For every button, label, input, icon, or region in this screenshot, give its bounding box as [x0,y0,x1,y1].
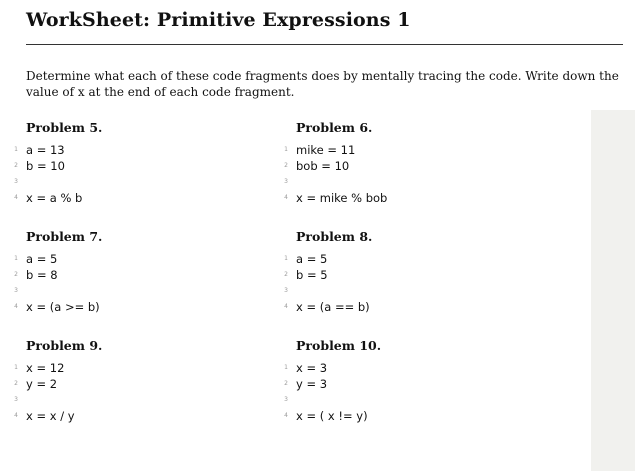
line-number: 2 [14,162,18,169]
line-number: 2 [284,162,288,169]
problem-title: Problem 8. [296,229,373,244]
problem-5 [14,120,286,206]
code-text: a = 5 [296,252,328,266]
line-number: 1 [284,146,288,153]
line-number: 3 [14,287,18,294]
line-number: 2 [284,380,288,387]
line-number: 3 [284,396,288,403]
code-line [284,408,556,424]
code-line [14,299,286,315]
code-line [14,392,286,408]
code-text: x = 12 [26,361,65,375]
code-text: b = 8 [26,268,58,282]
code-line [284,360,556,376]
code-line [14,142,286,158]
code-line [14,267,286,283]
code-line [284,142,556,158]
code-text: x = ( x != y) [296,409,368,423]
code-text: mike = 11 [296,143,356,157]
line-number: 1 [284,364,288,371]
code-line [284,392,556,408]
line-number: 4 [14,412,18,419]
code-line [14,360,286,376]
line-number: 1 [14,364,18,371]
page-edge-shade [591,110,635,471]
code-text: x = x / y [26,409,75,423]
problem-title: Problem 5. [26,120,103,135]
problem-title: Problem 9. [26,338,103,353]
code-line [14,283,286,299]
title-rule [26,44,623,45]
line-number: 4 [14,303,18,310]
problem-9 [14,338,286,424]
code-block [14,142,286,206]
line-number: 2 [14,271,18,278]
code-line [284,376,556,392]
code-text: x = (a == b) [296,300,370,314]
problem-6 [284,120,556,206]
instructions: Determine what each of these code fragments does by mentally tracing the code. Write down the value of x at the end of each code fragment. [26,69,619,99]
problem-title: Problem 10. [296,338,382,353]
code-block [284,251,556,315]
line-number: 2 [284,271,288,278]
code-text: x = 3 [296,361,328,375]
problem-title: Problem 6. [296,120,373,135]
code-line [14,251,286,267]
line-number: 4 [14,194,18,201]
line-number: 4 [284,194,288,201]
code-line [14,376,286,392]
code-line [14,408,286,424]
code-line [284,174,556,190]
code-block [14,251,286,315]
code-text: b = 5 [296,268,328,282]
code-text: a = 5 [26,252,58,266]
line-number: 1 [14,146,18,153]
code-line [14,190,286,206]
problem-7 [14,229,286,315]
line-number: 3 [14,396,18,403]
code-text: x = mike % bob [296,191,388,205]
code-text: a = 13 [26,143,65,157]
problem-title: Problem 7. [26,229,103,244]
line-number: 4 [284,303,288,310]
line-number: 3 [14,178,18,185]
code-text: y = 2 [26,377,58,391]
code-line [284,283,556,299]
code-text: y = 3 [296,377,328,391]
code-line [284,190,556,206]
line-number: 3 [284,287,288,294]
code-text: x = (a >= b) [26,300,100,314]
line-number: 1 [14,255,18,262]
line-number: 4 [284,412,288,419]
code-block [284,142,556,206]
code-line [14,174,286,190]
code-line [284,158,556,174]
problem-8 [284,229,556,315]
code-line [284,251,556,267]
code-line [14,158,286,174]
line-number: 3 [284,178,288,185]
line-number: 1 [284,255,288,262]
code-block [284,360,556,424]
code-line [284,299,556,315]
problem-10 [284,338,556,424]
code-block [14,360,286,424]
code-text: b = 10 [26,159,65,173]
code-line [284,267,556,283]
page-title: WorkSheet: Primitive Expressions 1 [26,9,411,31]
code-text: x = a % b [26,191,83,205]
code-text: bob = 10 [296,159,350,173]
line-number: 2 [14,380,18,387]
